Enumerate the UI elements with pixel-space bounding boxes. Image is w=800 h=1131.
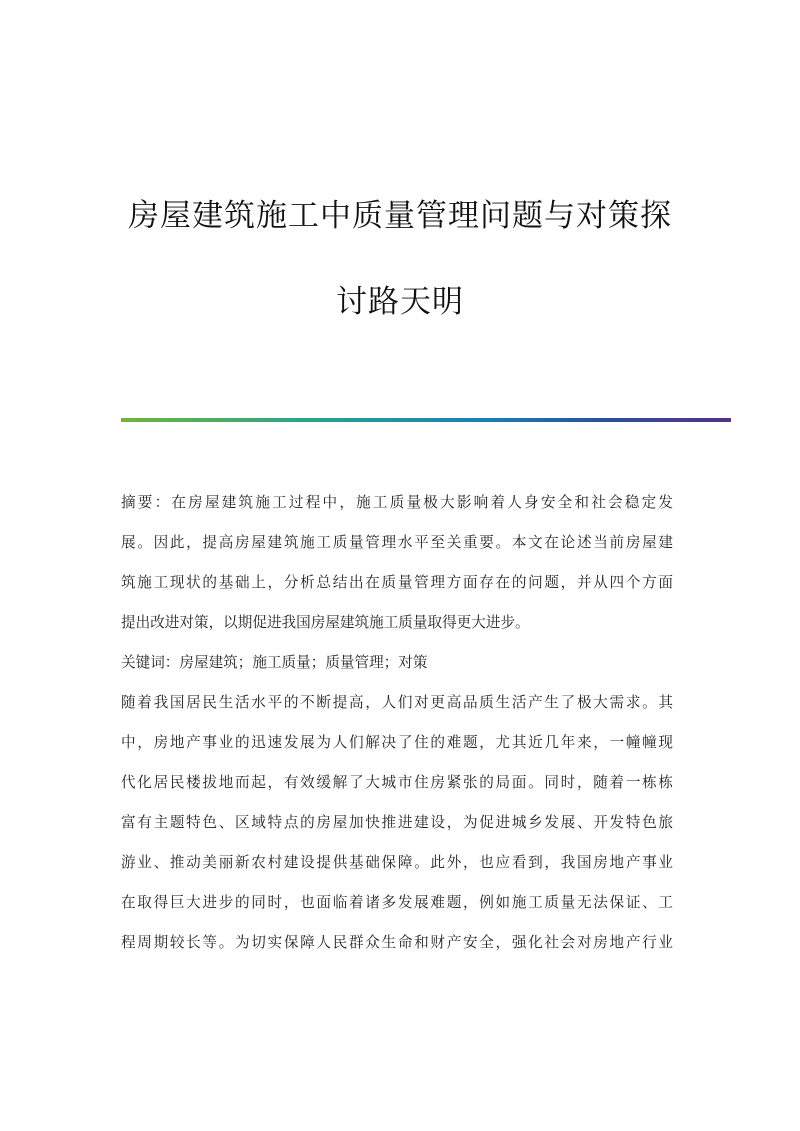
abstract-line: 摘要：在房屋建筑施工过程中，施工质量极大影响着人身安全和社会稳定发 (121, 494, 673, 511)
document-title-line-1: 房屋建筑施工中质量管理问题与对策探 (128, 198, 672, 234)
body-line: 在取得巨大进步的同时，也面临着诸多发展难题，例如施工质量无法保证、工 (121, 894, 673, 911)
title-divider (121, 418, 731, 422)
document-title-line-2: 讨路天明 (336, 284, 464, 320)
body-line: 中，房地产事业的迅速发展为人们解决了住的难题，尤其近几年来，一幢幢现 (121, 734, 673, 751)
body-line: 游业、推动美丽新农村建设提供基础保障。此外，也应看到，我国房地产事业 (121, 854, 673, 871)
body-line: 富有主题特色、区域特点的房屋加快推进建设，为促进城乡发展、开发特色旅 (121, 814, 673, 831)
body-line: 程周期较长等。为切实保障人民群众生命和财产安全，强化社会对房地产行业 (121, 934, 673, 951)
body-line: 随着我国居民生活水平的不断提高，人们对更高品质生活产生了极大需求。其 (121, 694, 673, 711)
keywords-line: 关键词：房屋建筑；施工质量；质量管理；对策 (121, 654, 428, 671)
abstract-line: 展。因此，提高房屋建筑施工质量管理水平至关重要。本文在论述当前房屋建 (121, 534, 673, 551)
document-body (121, 488, 673, 968)
body-line: 代化居民楼拔地而起，有效缓解了大城市住房紧张的局面。同时，随着一栋栋 (121, 774, 673, 791)
abstract-line: 提出改进对策，以期促进我国房屋建筑施工质量取得更大进步。 (121, 614, 530, 631)
abstract-line: 筑施工现状的基础上，分析总结出在质量管理方面存在的问题，并从四个方面 (121, 574, 673, 591)
